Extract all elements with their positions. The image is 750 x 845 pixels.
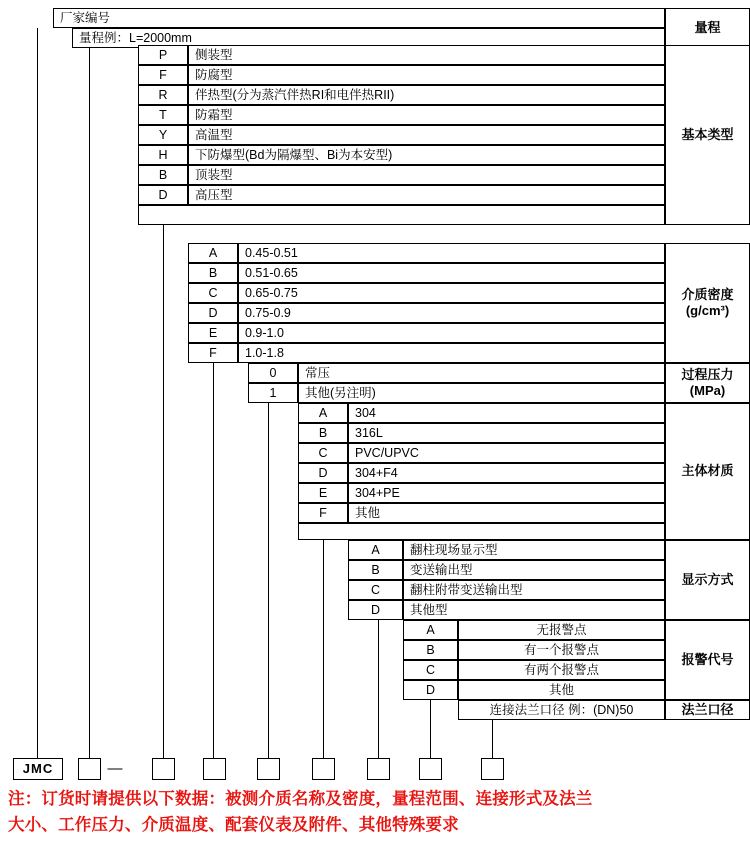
category-body-material (665, 403, 750, 540)
code-slot-7[interactable] (419, 758, 442, 780)
body-material-desc-4: 304+PE (348, 483, 665, 503)
body-material-desc-5: 其他 (348, 503, 665, 523)
leader-line-alarm-code (430, 700, 431, 758)
medium-density-desc-1: 0.51-0.65 (238, 263, 665, 283)
order-note-line-2: 大小、工作压力、介质温度、配套仪表及附件、其他特殊要求 (8, 816, 459, 834)
display-mode-code-1: B (348, 560, 403, 580)
alarm-code-code-0: A (403, 620, 458, 640)
category-flange-diameter-label: 法兰口径 (681, 701, 734, 717)
code-slot-3[interactable] (203, 758, 226, 780)
body-material-code-3: D (298, 463, 348, 483)
code-slot-1[interactable] (78, 758, 101, 780)
range-example-label: 量程例：L=2000mm (79, 31, 192, 45)
category-process-pressure (665, 363, 750, 403)
leader-line-manufacturer (37, 28, 38, 758)
body-material-code-5: F (298, 503, 348, 523)
process-pressure-code-1: 1 (248, 383, 298, 403)
code-slot-2[interactable] (152, 758, 175, 780)
code-slot-8[interactable] (481, 758, 504, 780)
medium-density-desc-2: 0.65-0.75 (238, 283, 665, 303)
display-mode-desc-2: 翻柱附带变送输出型 (403, 580, 665, 600)
category-range-label: 量程 (694, 19, 721, 35)
code-slot-5[interactable] (312, 758, 335, 780)
category-range (665, 8, 750, 48)
category-display-mode-label: 显示方式 (681, 571, 734, 587)
body-material-desc-0: 304 (348, 403, 665, 423)
category-process-pressure-unit: (MPa) (689, 383, 726, 398)
alarm-code-desc-2: 有两个报警点 (458, 660, 665, 680)
body-material-code-4: E (298, 483, 348, 503)
leader-line-body-material (323, 540, 324, 758)
category-basic-type-label: 基本类型 (681, 126, 734, 142)
basic-type-code-3: T (138, 105, 188, 125)
basic-type-code-1: F (138, 65, 188, 85)
basic-type-spacer-row (138, 205, 665, 225)
basic-type-desc-0: 侧装型 (188, 45, 665, 65)
manufacturer-no-label: 厂家编号 (60, 11, 111, 25)
alarm-code-desc-3: 其他 (458, 680, 665, 700)
leader-line-process-pressure (268, 403, 269, 758)
display-mode-code-2: C (348, 580, 403, 600)
category-body-material-label: 主体材质 (681, 463, 734, 479)
alarm-code-code-3: D (403, 680, 458, 700)
display-mode-desc-3: 其他型 (403, 600, 665, 620)
basic-type-desc-4: 高温型 (188, 125, 665, 145)
body-material-code-0: A (298, 403, 348, 423)
display-mode-code-0: A (348, 540, 403, 560)
basic-type-code-4: Y (138, 125, 188, 145)
alarm-code-desc-0: 无报警点 (458, 620, 665, 640)
basic-type-desc-3: 防霜型 (188, 105, 665, 125)
medium-density-code-0: A (188, 243, 238, 263)
code-separator: — (107, 760, 123, 777)
category-medium-density-unit: (g/cm³) (685, 303, 730, 318)
leader-line-flange (492, 720, 493, 758)
display-mode-code-3: D (348, 600, 403, 620)
model-code-box[interactable]: JMC (13, 758, 63, 780)
process-pressure-desc-0: 常压 (298, 363, 665, 383)
order-note-line-1: 注：订货时请提供以下数据：被测介质名称及密度，量程范围、连接形式及法兰 (8, 790, 593, 808)
medium-density-desc-3: 0.75-0.9 (238, 303, 665, 323)
basic-type-code-0: P (138, 45, 188, 65)
medium-density-desc-0: 0.45-0.51 (238, 243, 665, 263)
medium-density-code-3: D (188, 303, 238, 323)
medium-density-code-4: E (188, 323, 238, 343)
basic-type-desc-1: 防腐型 (188, 65, 665, 85)
alarm-code-code-2: C (403, 660, 458, 680)
category-medium-density (665, 243, 750, 363)
basic-type-desc-6: 顶装型 (188, 165, 665, 185)
body-material-code-2: C (298, 443, 348, 463)
process-pressure-code-0: 0 (248, 363, 298, 383)
body-material-desc-3: 304+F4 (348, 463, 665, 483)
category-flange-diameter (665, 700, 750, 720)
category-process-pressure-label: 过程压力 (681, 366, 734, 382)
basic-type-code-7: D (138, 185, 188, 205)
leader-line-display-mode (378, 620, 379, 758)
leader-line-range (89, 48, 90, 758)
display-mode-desc-0: 翻柱现场显示型 (403, 540, 665, 560)
category-alarm-code-label: 报警代号 (681, 651, 734, 667)
basic-type-desc-2: 伴热型(分为蒸汽伴热RI和电伴热RII) (188, 85, 665, 105)
medium-density-desc-5: 1.0-1.8 (238, 343, 665, 363)
medium-density-desc-4: 0.9-1.0 (238, 323, 665, 343)
medium-density-code-2: C (188, 283, 238, 303)
body-material-spacer-row (298, 523, 665, 540)
leader-line-basic-type (163, 225, 164, 758)
category-basic-type (665, 45, 750, 225)
category-medium-density-label: 介质密度 (681, 286, 734, 302)
process-pressure-desc-1: 其他(另注明) (298, 383, 665, 403)
basic-type-code-2: R (138, 85, 188, 105)
alarm-code-desc-1: 有一个报警点 (458, 640, 665, 660)
body-material-desc-2: PVC/UPVC (348, 443, 665, 463)
code-slot-4[interactable] (257, 758, 280, 780)
medium-density-code-1: B (188, 263, 238, 283)
basic-type-desc-5: 下防爆型(Bd为隔爆型、Bi为本安型) (188, 145, 665, 165)
body-material-desc-1: 316L (348, 423, 665, 443)
display-mode-desc-1: 变送输出型 (403, 560, 665, 580)
code-slot-6[interactable] (367, 758, 390, 780)
manufacturer-no-row (53, 8, 665, 28)
alarm-code-code-1: B (403, 640, 458, 660)
basic-type-desc-7: 高压型 (188, 185, 665, 205)
category-alarm-code (665, 620, 750, 700)
leader-line-medium-density (213, 363, 214, 758)
body-material-code-1: B (298, 423, 348, 443)
category-display-mode (665, 540, 750, 620)
medium-density-code-5: F (188, 343, 238, 363)
basic-type-code-6: B (138, 165, 188, 185)
basic-type-code-5: H (138, 145, 188, 165)
flange-diameter-desc: 连接法兰口径 例：(DN)50 (458, 700, 665, 720)
